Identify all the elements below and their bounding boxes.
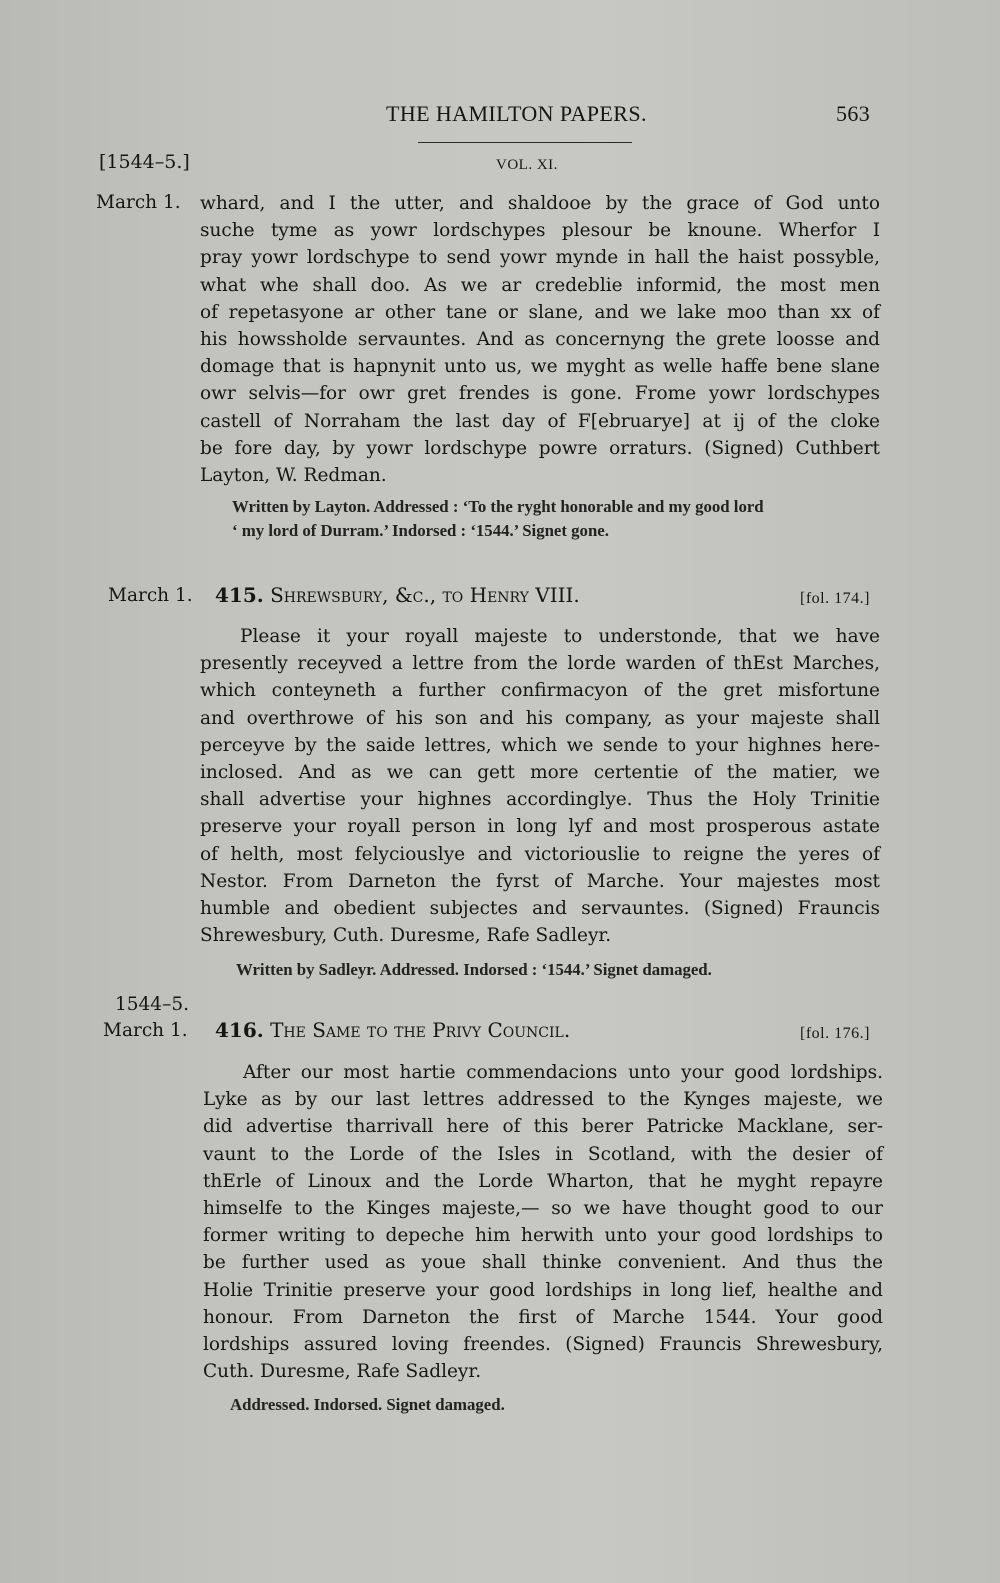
entry-416-note: Addressed. Indorsed. Signet damaged. [230,1395,505,1414]
text-line: thErle of Linoux and the Lorde Wharton, that he myght repayre [203,1170,883,1192]
text-line: humble and obedient subjectes and servauntes. (Signed) Frauncis [200,898,880,920]
text-line: former writing to depeche him herwith unto your good lordships to [203,1225,883,1247]
text-line: his howssholde servauntes. And as concernyng the grete loosse and [200,329,880,351]
text-line: After our most hartie commendacions unto your good lordships. [243,1062,883,1083]
entry-416-text [203,1059,883,1385]
text-line: himselfe to the Kinges majeste,— so we have thought good to our [203,1198,883,1220]
entry-415-title: Shrewsbury, &c., to Henry VIII. [270,583,580,607]
text-line: and overthrowe of his son and his company, as your majeste shall [200,707,880,729]
entry-416-heading [215,1018,570,1042]
text-line: Please it your royall majeste to understonde, that we have [240,626,880,647]
text-line: lordships assured loving freendes. (Signed) Frauncis Shrewesbury, [203,1334,883,1356]
text-line: Shrewesbury, Cuth. Duresme, Rafe Sadleyr. [200,925,612,947]
text-line: owr selvis—for owr gret frendes is gone. Frome yowr lordschypes [200,383,880,405]
date-range: [1544–5.] [99,151,190,173]
text-line: Cuth. Duresme, Rafe Sadleyr. [203,1361,482,1383]
text-line: Nestor. From Darneton the fyrst of Marche. Your majestes most [200,870,880,892]
note-line: ‘ my lord of Durram.’ Indorsed : ‘1544.’ Signet gone. [232,521,609,540]
page-number: 563 [836,101,871,126]
text-line: domage that is hapnynit unto us, we myght as welle haffe bene slane [200,356,880,378]
text-line: whard, and I the utter, and shaldooe by the grace of God unto [200,193,880,214]
entry-cont-text [200,190,880,489]
entry-415-heading [215,583,580,607]
running-title: THE HAMILTON PAPERS. [386,101,647,126]
entry-cont-note [232,495,882,543]
text-line: of repetasyone ar other tane or slane, and we lake moo than xx of [200,301,880,323]
header-rule [418,142,632,143]
text-line: suche tyme as yowr lordschypes plesour be knoune. Wherfor I [200,220,880,242]
text-line: perceyve by the saide lettres, which we sende to your highnes here- [200,734,880,756]
text-line: vaunt to the Lorde of the Isles in Scotland, with the desier of [203,1143,883,1165]
note-line: Written by Layton. Addressed : ‘To the ryght honorable and my good lord [232,497,764,516]
entry-415-date: March 1. [108,585,193,606]
text-line: be further used as youe shall thinke convenient. And thus the [203,1252,883,1274]
entry-416-year: 1544–5. [115,994,189,1015]
text-line: of helth, most felyciouslye and victoriouslie to reigne the yeres of [200,843,880,865]
entry-416-folio: [fol. 176.] [800,1025,870,1042]
text-line: did advertise tharrivall here of this berer Patricke Macklane, ser- [203,1116,883,1138]
entry-415-folio: [fol. 174.] [800,590,870,607]
text-line: preserve your royall person in long lyf and most prosperous astate [200,816,880,838]
entry-415-text [200,623,880,949]
text-line: Lyke as by our last lettres addressed to the Kynges majeste, we [203,1089,883,1111]
entry-416-date: March 1. [103,1020,188,1041]
text-line: which conteyneth a further confirmacyon of the gret misfortune [200,680,880,702]
text-line: presently receyved a lettre from the lorde warden of thEst Marches, [200,653,880,675]
text-line: Layton, W. Redman. [200,465,387,487]
entry-416-title: The Same to the Privy Council. [270,1018,571,1042]
text-line: shall advertise your highnes accordinglye. Thus the Holy Trinitie [200,789,880,811]
text-line: inclosed. And as we can gett more certentie of the matier, we [200,762,880,784]
text-line: be fore day, by yowr lordschype powre orraturs. (Signed) Cuthbert [200,437,880,459]
text-line: castell of Norraham the last day of F[ebruarye] at ij of the cloke [200,410,880,432]
text-line: what whe shall doo. As we ar credeblie informid, the most men [200,274,880,296]
entry-416-number: 416. [215,1018,264,1042]
text-line: Holie Trinitie preserve your good lordships in long lief, healthe and [203,1279,883,1301]
entry-cont-date: March 1. [96,192,181,213]
entry-415-number: 415. [215,583,264,607]
volume-label: VOL. XI. [496,157,558,173]
text-line: honour. From Darneton the first of Marche 1544. Your good [203,1306,883,1328]
entry-415-note: Written by Sadleyr. Addressed. Indorsed : ‘1544.’ Signet damaged. [236,960,712,979]
text-line: pray yowr lordschype to send yowr mynde in hall the haist possyble, [200,247,880,269]
